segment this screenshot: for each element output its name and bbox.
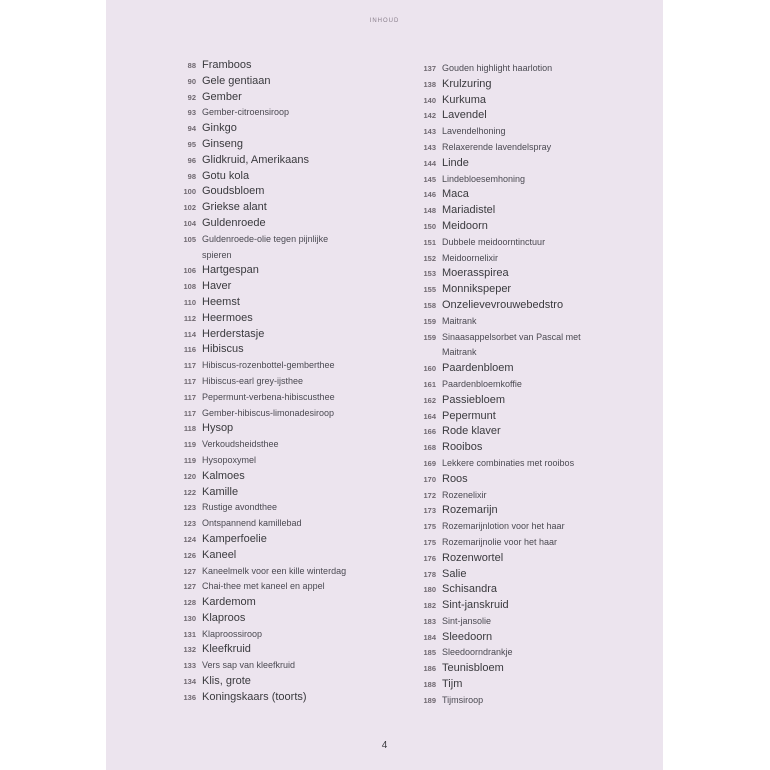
toc-entry-title: Klaproos bbox=[202, 611, 246, 624]
toc-entry-title: Klaproossiroop bbox=[202, 628, 263, 639]
toc-entry bbox=[166, 248, 396, 264]
toc-entry bbox=[166, 406, 396, 422]
toc-entry-title: Hysop bbox=[202, 422, 234, 435]
toc-entry bbox=[406, 235, 656, 251]
toc-entry-title: Ginkgo bbox=[202, 122, 237, 135]
toc-page-number: 133 bbox=[183, 661, 196, 671]
toc-page-number: 93 bbox=[187, 108, 196, 118]
toc-entry-title: Lindebloesemhoning bbox=[442, 173, 526, 184]
toc-entry-title: Framboos bbox=[202, 59, 252, 71]
toc-entry bbox=[406, 219, 656, 235]
toc-page-number: 112 bbox=[183, 313, 196, 323]
toc-entry bbox=[166, 374, 396, 390]
toc-entry bbox=[406, 630, 656, 646]
toc-entry-title: Kardemom bbox=[202, 596, 256, 609]
toc-page-number: 117 bbox=[183, 392, 196, 402]
toc-page-number: 140 bbox=[423, 95, 436, 105]
toc-entry bbox=[166, 358, 396, 374]
toc-entry-title: Rozemarijn bbox=[442, 504, 498, 517]
toc-entry-title: Lekkere combinaties met rooibos bbox=[442, 457, 575, 468]
toc-page-number: 160 bbox=[423, 364, 436, 374]
toc-entry bbox=[406, 251, 656, 267]
toc-entry-title: Lavendelhoning bbox=[442, 126, 506, 137]
toc-page-number: 123 bbox=[183, 503, 196, 513]
toc-entry bbox=[166, 295, 396, 311]
toc-page-number: 134 bbox=[183, 677, 196, 687]
toc-entry-title: Monnikspeper bbox=[442, 283, 512, 296]
toc-entry bbox=[406, 140, 656, 156]
toc-entry bbox=[166, 327, 396, 343]
toc-page-number: 117 bbox=[183, 408, 196, 418]
toc-page-number: 144 bbox=[423, 158, 436, 168]
toc-entry bbox=[166, 58, 396, 74]
toc-page-number: 158 bbox=[423, 300, 436, 310]
toc-entry bbox=[406, 409, 656, 425]
toc-entry bbox=[406, 156, 656, 172]
toc-entry-title: Rozemarijnolie voor het haar bbox=[442, 536, 558, 547]
toc-entry-title: Passiebloem bbox=[442, 393, 505, 406]
toc-entry-title: Kalmoes bbox=[202, 469, 245, 482]
toc-entry bbox=[406, 77, 656, 93]
toc-entry bbox=[166, 500, 396, 516]
toc-page-number: 124 bbox=[183, 534, 196, 544]
page-number: 4 bbox=[381, 740, 388, 751]
toc-page-number: 152 bbox=[423, 253, 436, 263]
toc-page-number: 162 bbox=[423, 395, 436, 405]
toc-page-number: 122 bbox=[183, 487, 196, 497]
toc-page-number: 172 bbox=[423, 490, 436, 500]
toc-entry bbox=[406, 535, 656, 551]
toc-page-number: 184 bbox=[423, 632, 436, 642]
toc-entry-title: Guldenroede bbox=[202, 216, 266, 229]
toc-page-number: 138 bbox=[423, 79, 436, 89]
toc-entry bbox=[406, 393, 656, 409]
toc-entry-title: Relaxerende lavendelspray bbox=[442, 141, 552, 152]
toc-entry bbox=[166, 153, 396, 169]
toc-entry bbox=[166, 390, 396, 406]
toc-entry bbox=[166, 564, 396, 580]
toc-page-number: 170 bbox=[423, 474, 436, 484]
toc-entry-title: Rooibos bbox=[442, 441, 483, 454]
toc-page-number: 161 bbox=[423, 379, 436, 389]
toc-entry bbox=[166, 232, 396, 248]
toc-entry bbox=[166, 74, 396, 90]
toc-entry bbox=[166, 342, 396, 358]
toc-page-number: 145 bbox=[423, 174, 436, 184]
toc-entry bbox=[166, 105, 396, 121]
toc-entry-title: Chai-thee met kaneel en appel bbox=[202, 581, 325, 592]
toc-page-number: 180 bbox=[423, 585, 436, 595]
toc-entry bbox=[406, 108, 656, 124]
toc-entry-title: Pepermunt bbox=[442, 409, 496, 422]
toc-entry-title: Krulzuring bbox=[442, 77, 492, 90]
toc-entry-title: Ginseng bbox=[202, 137, 243, 150]
toc-entry bbox=[406, 440, 656, 456]
toc-entry bbox=[166, 579, 396, 595]
toc-entry bbox=[406, 567, 656, 583]
toc-entry-title: Glidkruid, Amerikaans bbox=[202, 153, 309, 166]
toc-entry-title: Mariadistel bbox=[442, 204, 496, 217]
toc-entry bbox=[406, 424, 656, 440]
toc-page-number: 146 bbox=[423, 190, 436, 200]
toc-entry-title: Tijmsiroop bbox=[442, 694, 484, 705]
toc-page-number: 183 bbox=[423, 616, 436, 626]
toc-page-number: 102 bbox=[183, 203, 196, 213]
toc-entry-title: Verkoudsheidsthee bbox=[202, 439, 279, 450]
toc-entry-title: Kleefkruid bbox=[202, 643, 251, 656]
toc-page-number: 153 bbox=[423, 269, 436, 279]
toc-entry bbox=[406, 693, 656, 709]
toc-page-number: 175 bbox=[423, 537, 436, 547]
toc-entry-title: Rozenwortel bbox=[442, 551, 504, 564]
toc-page-number: 186 bbox=[423, 664, 436, 674]
toc-page-number: 92 bbox=[187, 92, 196, 102]
toc-entry-title: Sinaasappelsorbet van Pascal met bbox=[442, 331, 581, 342]
toc-page-number: 143 bbox=[423, 142, 436, 152]
toc-page-number: 182 bbox=[423, 601, 436, 611]
toc-page-number: 108 bbox=[183, 282, 196, 292]
toc-entry-title: Gele gentiaan bbox=[202, 74, 271, 87]
toc-page-number: 151 bbox=[423, 237, 436, 247]
toc-entry-title: Schisandra bbox=[442, 583, 498, 596]
toc-entry bbox=[166, 169, 396, 185]
toc-page-number: 159 bbox=[423, 316, 436, 326]
toc-entry bbox=[166, 121, 396, 137]
toc-entry bbox=[406, 488, 656, 504]
toc-entry bbox=[166, 453, 396, 469]
toc-entry bbox=[406, 582, 656, 598]
toc-entry-title: Vers sap van kleefkruid bbox=[202, 660, 296, 671]
toc-page-number: 189 bbox=[423, 695, 436, 705]
toc-entry bbox=[406, 330, 656, 346]
toc-entry bbox=[406, 298, 656, 314]
toc-page-number: 117 bbox=[183, 361, 196, 371]
toc-entry-title: Paardenbloem bbox=[442, 362, 514, 375]
toc-page-number: 178 bbox=[423, 569, 436, 579]
toc-entry-title: Gember bbox=[202, 90, 242, 103]
toc-entry-title: Sint-jansolie bbox=[442, 615, 492, 626]
toc-entry-title: Herderstasje bbox=[202, 327, 265, 340]
toc-entry-title: Sleedoorndrankje bbox=[442, 647, 513, 658]
toc-page-number: 96 bbox=[187, 155, 196, 165]
toc-entry-title: Kurkuma bbox=[442, 93, 487, 106]
toc-page-number: 143 bbox=[423, 127, 436, 137]
toc-entry-title: Teunisbloem bbox=[442, 662, 504, 675]
toc-entry bbox=[166, 279, 396, 295]
toc-entry bbox=[406, 519, 656, 535]
toc-entry-title: Rozemarijnlotion voor het haar bbox=[442, 521, 565, 532]
toc-entry-title: Sint-janskruid bbox=[442, 599, 509, 612]
toc-page-number: 120 bbox=[183, 471, 196, 481]
toc-entry-title: Rozenelixir bbox=[442, 489, 487, 500]
toc-entry-title: Maca bbox=[442, 188, 469, 201]
toc-entry bbox=[406, 472, 656, 488]
toc-entry-title: Heemst bbox=[202, 295, 240, 308]
book-page bbox=[106, 0, 663, 770]
toc-page-number: 136 bbox=[183, 692, 196, 702]
toc-entry-title: Gotu kola bbox=[202, 169, 250, 182]
toc-entry-title: spieren bbox=[202, 249, 232, 260]
toc-entry bbox=[406, 266, 656, 282]
toc-entry bbox=[406, 124, 656, 140]
toc-entry bbox=[166, 90, 396, 106]
toc-entry-title: Ontspannend kamillebad bbox=[202, 518, 302, 529]
toc-entry-title: Maitrank bbox=[442, 347, 477, 358]
toc-page-number: 123 bbox=[183, 519, 196, 529]
toc-page-number: 166 bbox=[423, 427, 436, 437]
toc-entry-title: Gember-hibiscus-limonadesiroop bbox=[202, 407, 335, 418]
toc-entry bbox=[406, 456, 656, 472]
toc-page-number: 117 bbox=[183, 376, 196, 386]
toc-page-number: 90 bbox=[187, 76, 196, 86]
toc-page-number: 128 bbox=[183, 598, 196, 608]
toc-page-number: 94 bbox=[187, 124, 196, 134]
toc-entry-title: Rode klaver bbox=[442, 425, 501, 438]
toc-entry-title: Roos bbox=[442, 472, 468, 485]
toc-page-number: 148 bbox=[423, 206, 436, 216]
toc-page-number: 137 bbox=[423, 64, 436, 73]
toc-page-number: 110 bbox=[183, 297, 196, 307]
toc-entry-title: Meidoornelixir bbox=[442, 252, 499, 263]
toc-page-number: 176 bbox=[423, 553, 436, 563]
toc-entry-title: Hibiscus bbox=[202, 343, 244, 356]
toc-page-number: 150 bbox=[423, 221, 436, 231]
toc-entry bbox=[166, 469, 396, 485]
toc-entry-title: Haver bbox=[202, 280, 232, 293]
toc-entry bbox=[166, 216, 396, 232]
toc-page-number: 169 bbox=[423, 458, 436, 468]
toc-entry-title: Dubbele meidoorntinctuur bbox=[442, 236, 546, 247]
toc-left-column bbox=[166, 58, 396, 706]
toc-entry bbox=[406, 598, 656, 614]
toc-entry bbox=[406, 203, 656, 219]
toc-entry bbox=[166, 137, 396, 153]
toc-entry-title: Koningskaars (toorts) bbox=[202, 690, 307, 703]
toc-entry-title: Linde bbox=[442, 156, 469, 169]
toc-entry-title: Meidoorn bbox=[442, 219, 488, 232]
toc-entry bbox=[406, 93, 656, 109]
toc-entry bbox=[166, 516, 396, 532]
toc-entry bbox=[406, 361, 656, 377]
toc-entry bbox=[166, 595, 396, 611]
toc-entry-title: Klis, grote bbox=[202, 675, 251, 688]
toc-entry-title: Kaneel bbox=[202, 548, 237, 561]
toc-entry-title: Goudsbloem bbox=[202, 185, 265, 198]
toc-page-number: 119 bbox=[183, 455, 196, 465]
toc-entry bbox=[166, 658, 396, 674]
toc-page-number: 173 bbox=[423, 506, 436, 516]
toc-entry bbox=[166, 690, 396, 706]
toc-entry-title: Rustige avondthee bbox=[202, 502, 278, 513]
toc-page-number: 185 bbox=[423, 648, 436, 658]
toc-entry-title: Kaneelmelk voor een kille winterdag bbox=[202, 565, 347, 576]
toc-entry-title: Lavendel bbox=[442, 109, 487, 122]
toc-entry bbox=[166, 532, 396, 548]
toc-entry-title: Griekse alant bbox=[202, 201, 267, 214]
toc-entry-title: Pepermunt-verbena-hibiscusthee bbox=[202, 391, 335, 402]
toc-entry-title: Salie bbox=[442, 567, 467, 580]
toc-entry bbox=[166, 485, 396, 501]
toc-entry-title: Heermoes bbox=[202, 311, 253, 324]
toc-page-number: 175 bbox=[423, 522, 436, 532]
toc-entry bbox=[406, 677, 656, 693]
toc-entry bbox=[166, 642, 396, 658]
toc-page-number: 88 bbox=[187, 61, 196, 70]
toc-entry-title: Kamille bbox=[202, 485, 239, 498]
toc-page-number: 114 bbox=[183, 329, 196, 339]
toc-page-number: 188 bbox=[423, 680, 436, 690]
toc-entry-title: Hibiscus-earl grey-ijsthee bbox=[202, 375, 304, 386]
toc-entry-title: Gouden highlight haarlotion bbox=[442, 63, 553, 73]
toc-page-number: 168 bbox=[423, 443, 436, 453]
toc-page-number: 104 bbox=[183, 218, 196, 228]
toc-page-number: 126 bbox=[183, 550, 196, 560]
toc-entry-title: Hysopoxymel bbox=[202, 454, 257, 465]
toc-entry bbox=[166, 200, 396, 216]
toc-entry bbox=[406, 282, 656, 298]
toc-entry bbox=[166, 627, 396, 643]
toc-page-number: 130 bbox=[183, 613, 196, 623]
toc-page-number: 105 bbox=[183, 234, 196, 244]
toc-entry bbox=[406, 503, 656, 519]
toc-page-number: 142 bbox=[423, 111, 436, 121]
toc-entry bbox=[166, 311, 396, 327]
toc-entry bbox=[406, 377, 656, 393]
toc-entry-title: Onzelievevrouwebedstro bbox=[442, 298, 564, 311]
toc-entry bbox=[406, 614, 656, 630]
toc-entry bbox=[406, 172, 656, 188]
toc-entry-title: Hibiscus-rozenbottel-gemberthee bbox=[202, 360, 335, 371]
toc-entry bbox=[166, 263, 396, 279]
toc-entry bbox=[406, 661, 656, 677]
toc-entry bbox=[406, 645, 656, 661]
toc-page-number: 95 bbox=[187, 139, 196, 149]
toc-entry bbox=[166, 674, 396, 690]
toc-entry-title: Gember-citroensiroop bbox=[202, 107, 290, 118]
toc-entry bbox=[406, 551, 656, 567]
toc-entry bbox=[406, 345, 656, 361]
toc-entry-title: Hartgespan bbox=[202, 264, 259, 277]
toc-entry-title: Tijm bbox=[442, 678, 463, 691]
toc-entry bbox=[166, 548, 396, 564]
toc-entry-title: Moerasspirea bbox=[442, 267, 509, 280]
toc-entry bbox=[406, 314, 656, 330]
toc-page-number: 100 bbox=[183, 187, 196, 197]
toc-entry bbox=[166, 421, 396, 437]
toc-page-number: 131 bbox=[183, 629, 196, 639]
toc-page-number: 98 bbox=[187, 171, 196, 181]
toc-entry bbox=[166, 437, 396, 453]
toc-page-number: 127 bbox=[183, 582, 196, 592]
toc-entry-title: Kamperfoelie bbox=[202, 532, 267, 545]
toc-entry bbox=[166, 184, 396, 200]
page-header: INHOUD bbox=[369, 18, 400, 24]
toc-entry bbox=[166, 611, 396, 627]
toc-entry bbox=[406, 61, 656, 77]
toc-entry bbox=[406, 187, 656, 203]
toc-entry-title: Maitrank bbox=[442, 315, 477, 326]
toc-page-number: 119 bbox=[183, 440, 196, 450]
toc-page-number: 118 bbox=[183, 424, 196, 434]
toc-page-number: 155 bbox=[423, 285, 436, 295]
toc-right-column bbox=[406, 61, 656, 709]
toc-entry-title: Guldenroede-olie tegen pijnlijke bbox=[202, 233, 329, 244]
toc-page-number: 164 bbox=[423, 411, 436, 421]
toc-page-number: 132 bbox=[183, 645, 196, 655]
toc-page-number: 116 bbox=[183, 345, 196, 355]
toc-page-number: 159 bbox=[423, 332, 436, 342]
toc-entry-title: Sleedoorn bbox=[442, 630, 493, 643]
toc-entry-title: Paardenbloemkoffie bbox=[442, 378, 522, 389]
toc-page-number: 127 bbox=[183, 566, 196, 576]
toc-page-number: 106 bbox=[183, 266, 196, 276]
